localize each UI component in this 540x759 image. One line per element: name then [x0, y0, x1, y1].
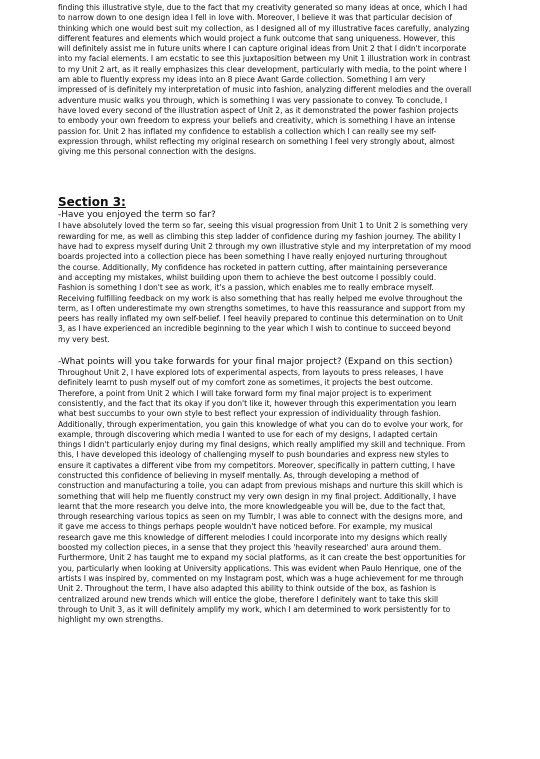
answer-1-paragraph: I have absolutely loved the term so far, seeing this visual progression from Unit 1 to Unit 2 is something very rewarding for me, as well as climbing this step ladder of confidence during my fashion journey. The ability I have had to express myself during Unit 2 through my own illustrative style and my interpretation of my mood boards projected into a collection piece has been something I have really enjoyed nurturing throughout the course. Additionally, My confidence has rocketed in pattern cutting, after maintaining perseverance and accepting my mistakes, whilst building upon them to achieve the best outcome I possibly could. Fashion is something I don't see as work, it's a passion, which enables me to really embrace myself. Receiving fulfilling feedback on my work is also something that has really helped me evolve throughout the term, as I often underestimate my own strengths sometimes, to have this reassurance and support from my peers has really inflated my own self-belief. I feel heavily prepared to continue this determination on to Unit 3, as I have experienced an incredible beginning to the year which I wish to continue to succeed beyond my very best.: [58, 221, 472, 344]
question-1: -Have you enjoyed the term so far?: [58, 210, 216, 221]
intro-paragraph: finding this illustrative style, due to the fact that my creativity generated so many ideas at once, which I had to narrow down to one design idea I fell in love with. Moreover, I believe it was that particular decision of thinking which one would best suit my collection, as I designed all of my illustrative faces carefully, analyzing different features and elements which would project a funk outcome that sang uniqueness. However, this will definitely assist me in future units where I can capture original ideas from Unit 2 that I didn't incorporate into my facial elements. I am ecstatic to see this juxtaposition between my Unit 1 illustration work in contrast to my Unit 2 art, as it really emphasizes this clear development, particularly with media, to the point where I am able to fluently express my ideas into an 8 piece Avant Garde collection. Something I am very impressed of is definitely my interpretation of music into fashion, analyzing different melodies and the overall adventure music walks you through, which is something I was very passionate to convey. To conclude, I have loved every second of the illustration aspect of Unit 2, as it demonstrated the power fashion projects to embody your own freedom to express your beliefs and creativity, which is something I have an intense passion for. Unit 2 has inflated my confidence to establish a collection which I can really see my self- expression through, whilst reflecting my original research on something I feel very strongly about, almost giving me this personal connection with the designs.: [58, 3, 472, 157]
question-2: -What points will you take forwards for your final major project? (Expand on this section): [58, 357, 453, 368]
document-page: [58, 0, 494, 625]
answer-2-paragraph: Throughout Unit 2, I have explored lots of experimental aspects, from layouts to press releases, I have definitely learnt to push myself out of my comfort zone as sometimes, it projects the best outcome. Therefore, a point from Unit 2 which I will take forward form my final major project is to experiment consistently, and the fact that its okay if you don't like it, however through this experimentation you learn what best succumbs to your own style to best reflect your expression of individuality through fashion. Additionally, through experimentation, you gain this knowledge of what you can do to evolve your work, for example, through discovering which media I wanted to use for each of my designs, I adapted certain things I didn't particularly enjoy during my final designs, which really amplified my skill and technique. From this, I have developed this ideology of challenging myself to push boundaries and express new styles to ensure it captivates a different vibe from my competitors. Moreover, specifically in pattern cutting, I have constructed this confidence of believing in myself mentally. As, through developing a method of construction and manufacturing a toile, you can adapt from previous mishaps and nurture this skill which is something that will help me fluently construct my very own design in my final project. Additionally, I have learnt that the more research you delve into, the more knowledgeable you will be, due to the fact that, through researching various topics as seen on my Tumblr, I was able to connect with the designs more, and it gave me access to things perhaps people wouldn't have noticed before. For example, my musical research gave me this knowledge of different melodies I could incorporate into my designs which really boosted my collection pieces, in a sense that they project this 'heavily researched' aura around them. Furthermore, Unit 2 has taught me to expand my social platforms, as it can create the best opportunities for you, particularly when looking at University applications. This was evident when Paulo Henrique, one of the artists I was inspired by, commented on my Instagram post, which was a huge achievement for me through Unit 2. Throughout the term, I have also adapted this ability to think outside of the box, as fashion is centralized around new trends which will entice the globe, therefore I definitely want to take this skill through to Unit 3, as it will definitely amplify my work, which I am determined to work persistently for to highlight my own strengths.: [58, 368, 466, 625]
section-heading: Section 3:: [58, 195, 126, 210]
